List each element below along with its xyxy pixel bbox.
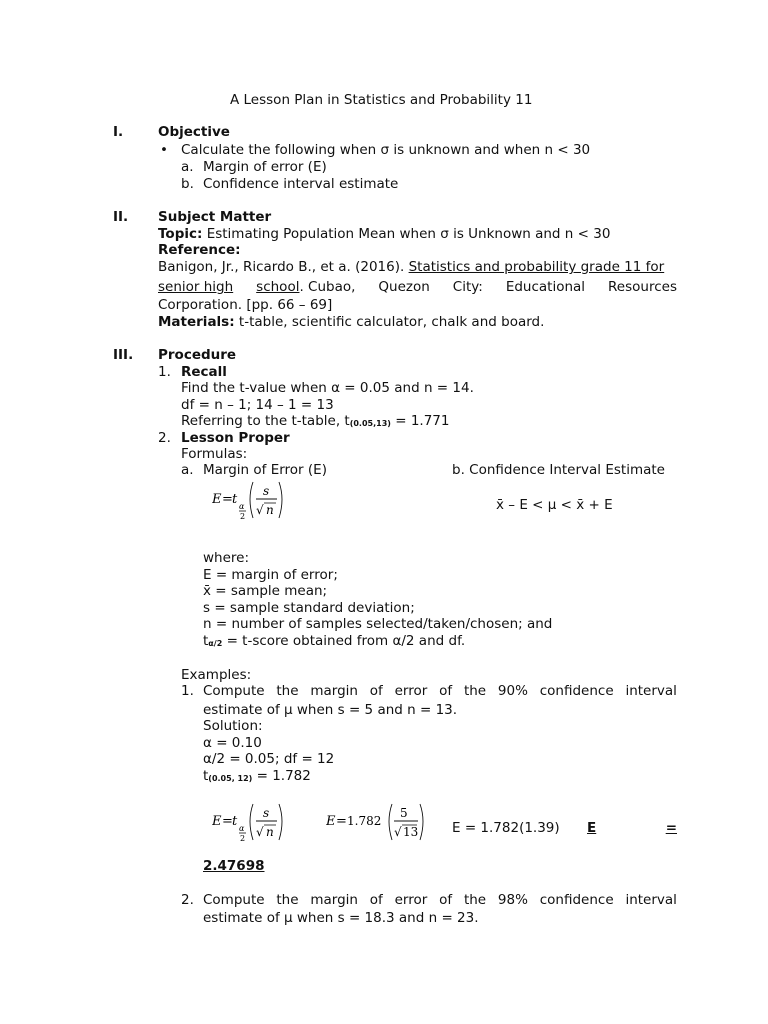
confidence-interval-formula: x̄ – E < μ < x̄ + E xyxy=(496,497,613,513)
reference-word: Educational xyxy=(505,279,586,295)
reference-label: Reference: xyxy=(158,242,241,258)
reference-word xyxy=(256,279,355,296)
word: of xyxy=(439,683,453,699)
word: the xyxy=(276,683,299,699)
section-number-objective: I. xyxy=(113,124,124,140)
word: the xyxy=(276,892,299,908)
eq-left-paren xyxy=(250,482,253,518)
recall-line-2: df = n – 1; 14 – 1 = 13 xyxy=(181,397,334,413)
result-line xyxy=(587,820,677,837)
recall-heading: Recall xyxy=(181,364,227,380)
example-2-line-2: estimate of μ when s = 18.3 and n = 23. xyxy=(203,910,479,926)
recall-number: 1. xyxy=(158,364,171,380)
eq-alpha: α xyxy=(239,502,245,511)
eq-equals: = xyxy=(222,492,233,507)
eq-t: t xyxy=(232,814,238,829)
eq-two: 2 xyxy=(240,512,246,521)
recall-t-value: = 1.771 xyxy=(390,413,450,429)
eq-coefficient: 1.782 xyxy=(347,814,382,828)
eq-right-paren xyxy=(420,804,423,840)
reference-book-title-end: school xyxy=(256,279,300,295)
topic-label: Topic: xyxy=(158,226,203,242)
objective-bullet-text: Calculate the following when σ is unknown and when n < 30 xyxy=(181,142,591,158)
word: 98% xyxy=(497,892,528,908)
reference-book-title-cont: senior high xyxy=(158,279,234,295)
word: error xyxy=(394,892,428,908)
word: 90% xyxy=(497,683,528,699)
objective-item-b: Confidence interval estimate xyxy=(203,176,399,192)
eq-sqrt: √ xyxy=(394,825,402,839)
eq-E: E xyxy=(326,814,336,829)
solution-t-value: = 1.782 xyxy=(252,768,311,784)
word: interval xyxy=(625,683,677,699)
eq-sqrt: √ xyxy=(256,503,264,517)
result-equals: = xyxy=(665,820,677,836)
solution-t-symbol: t xyxy=(203,768,209,784)
eq-right-paren xyxy=(279,482,282,518)
eq-alpha: α xyxy=(239,824,245,833)
solution-label: Solution: xyxy=(203,718,263,734)
def-t-subscript: α/2 xyxy=(208,639,223,648)
objective-item-b-mark: b. xyxy=(181,176,194,192)
word: the xyxy=(463,892,487,908)
word: the xyxy=(463,683,487,699)
procedure-heading: Procedure xyxy=(158,347,237,363)
eq-equals: = xyxy=(336,814,347,829)
def-t-symbol: t xyxy=(203,633,209,649)
eq-E: E xyxy=(212,492,222,507)
definition-line: E = margin of error; xyxy=(203,567,338,583)
recall-line-3 xyxy=(181,413,449,431)
example-2-number: 2. xyxy=(181,892,194,908)
example-1-number: 1. xyxy=(181,683,194,699)
reference-word: Resources xyxy=(608,279,677,295)
solution-line-1: α = 0.10 xyxy=(203,735,262,751)
reference-word: Quezon xyxy=(378,279,430,295)
formulas-label: Formulas: xyxy=(181,446,248,462)
eq-E: E xyxy=(212,814,222,829)
solution-line-2: α/2 = 0.05; df = 12 xyxy=(203,751,335,767)
bullet-icon: • xyxy=(160,142,168,158)
definition-line-t xyxy=(203,633,465,651)
subject-heading: Subject Matter xyxy=(158,209,272,225)
objective-item-a-mark: a. xyxy=(181,159,194,175)
word: confidence xyxy=(539,892,614,908)
recall-line-1: Find the t-value when α = 0.05 and n = 14. xyxy=(181,380,474,396)
word: of xyxy=(369,683,383,699)
examples-label: Examples: xyxy=(181,667,252,683)
reference-line-2 xyxy=(158,279,677,296)
example-1-line-1 xyxy=(203,683,677,700)
definition-line: x̄ = sample mean; xyxy=(203,583,328,599)
reference-authors: Banigon, Jr., Ricardo B., et a. (2016). xyxy=(158,259,409,275)
eq-t: t xyxy=(232,492,238,507)
eq-n: n xyxy=(266,503,274,517)
eq-s: s xyxy=(263,806,270,820)
word: interval xyxy=(625,892,677,908)
word: Compute xyxy=(203,683,265,699)
eq-n: n xyxy=(266,825,274,839)
eq-s: s xyxy=(263,484,270,498)
example-2-line-1 xyxy=(203,892,677,909)
reference-book-title: Statistics and probability grade 11 for xyxy=(408,259,665,275)
objective-heading: Objective xyxy=(158,124,230,140)
word: of xyxy=(369,892,383,908)
materials-text: t-table, scientific calculator, chalk and board. xyxy=(238,314,545,330)
example-1-substituted-formula xyxy=(326,800,431,846)
example-1-formula xyxy=(212,800,292,846)
materials-label: Materials: xyxy=(158,314,235,330)
formula-a-label: Margin of Error (E) xyxy=(203,462,327,478)
lesson-heading: Lesson Proper xyxy=(181,430,290,446)
definition-line: s = sample standard deviation; xyxy=(203,600,415,616)
materials-line xyxy=(158,314,544,331)
result-E: E xyxy=(587,820,597,836)
example-1-line-2: estimate of μ when s = 5 and n = 13. xyxy=(203,702,458,718)
reference-line-3: Corporation. [pp. 66 – 69] xyxy=(158,297,333,313)
word: of xyxy=(439,892,453,908)
eq-left-paren xyxy=(250,804,253,840)
reference-city: . Cubao, xyxy=(299,279,356,295)
word: margin xyxy=(310,683,358,699)
eq-left-paren xyxy=(389,804,392,840)
margin-of-error-formula xyxy=(212,478,292,524)
result-value: 2.47698 xyxy=(203,858,265,874)
solution-line-3 xyxy=(203,768,311,786)
recall-line-3-text: Referring to the t-table, t xyxy=(181,413,350,429)
word: Compute xyxy=(203,892,265,908)
word: error xyxy=(394,683,428,699)
section-number-subject: II. xyxy=(113,209,129,225)
eq-numerator: 5 xyxy=(400,806,408,820)
formula-b-label: b. Confidence Interval Estimate xyxy=(452,462,665,478)
section-number-procedure: III. xyxy=(113,347,134,363)
document-title: A Lesson Plan in Statistics and Probability 11 xyxy=(230,92,533,108)
eq-two: 2 xyxy=(240,834,246,843)
word: margin xyxy=(310,892,358,908)
lesson-number: 2. xyxy=(158,430,171,446)
solution-t-subscript: (0.05, 12) xyxy=(208,774,253,783)
reference-line-1 xyxy=(158,259,664,276)
recall-t-subscript: (0.05,13) xyxy=(349,419,391,428)
def-t-text: = t-score obtained from α/2 and df. xyxy=(222,633,466,649)
definition-line: n = number of samples selected/taken/chosen; and xyxy=(203,616,553,632)
eq-sqrt: √ xyxy=(256,825,264,839)
formula-a-mark: a. xyxy=(181,462,194,478)
calculation-text: E = 1.782(1.39) xyxy=(452,820,560,836)
objective-item-a: Margin of error (E) xyxy=(203,159,327,175)
eq-equals: = xyxy=(222,814,233,829)
eq-denominator: 13 xyxy=(403,825,419,839)
eq-right-paren xyxy=(279,804,282,840)
where-label: where: xyxy=(203,550,250,566)
topic-line xyxy=(158,226,610,243)
reference-word: City: xyxy=(452,279,483,295)
topic-text: Estimating Population Mean when σ is Unknown and n < 30 xyxy=(206,226,611,242)
word: confidence xyxy=(539,683,614,699)
